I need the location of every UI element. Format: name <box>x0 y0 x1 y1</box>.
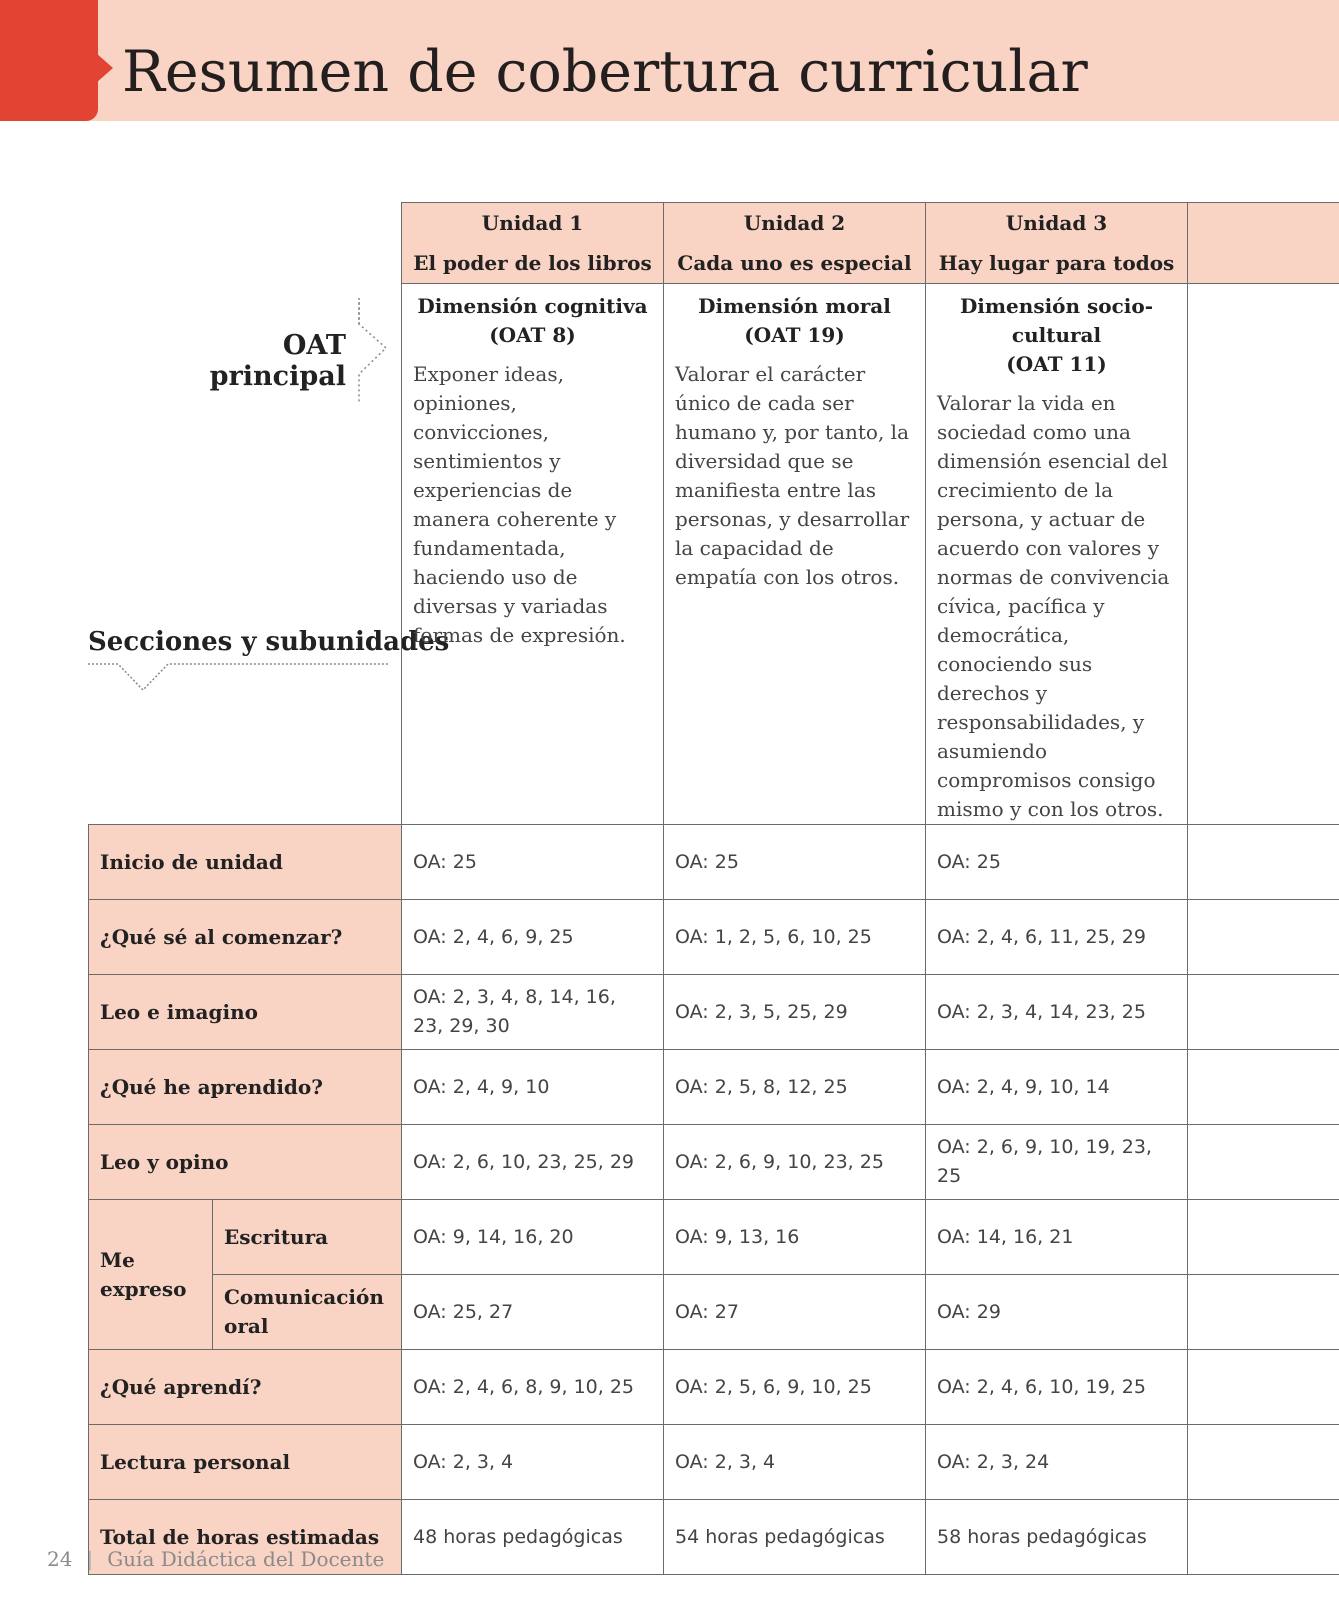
unit-1-oat <box>402 284 664 825</box>
unit-number: Unidad 1 <box>481 211 584 235</box>
oat-code: (OAT 19) <box>744 323 845 347</box>
oat-dimension: Dimensión moral <box>698 294 891 318</box>
oat-dimension: Dimensión socio-cultural <box>959 294 1154 347</box>
table-row <box>89 825 1339 900</box>
unit-3-header <box>926 203 1188 284</box>
coverage-table <box>88 202 1339 1575</box>
unit-3-oat <box>926 284 1188 825</box>
oat-row <box>89 284 1339 825</box>
cell-value: OA: 2, 5, 8, 12, 25 <box>664 1050 926 1125</box>
unit-name: Hay lugar para todos <box>938 251 1175 275</box>
table-row <box>89 1350 1339 1425</box>
table-row <box>89 975 1339 1050</box>
cell-value: OA: 2, 4, 6, 11, 25, 29 <box>926 900 1188 975</box>
cell-value: 48 horas pedagógicas <box>402 1500 664 1575</box>
row-label: Leo e imagino <box>89 975 402 1050</box>
cell-value: OA: 2, 3, 4 <box>664 1425 926 1500</box>
cell-value: OA: 27 <box>664 1275 926 1350</box>
cell-value: OA: 2, 3, 4, 14, 23, 25 <box>926 975 1188 1050</box>
footer-divider: | <box>86 1547 94 1571</box>
header-arrow-icon <box>96 53 113 83</box>
row-sublabel: Escritura <box>213 1200 402 1275</box>
cell-value: OA: 25, 27 <box>402 1275 664 1350</box>
page-footer <box>47 1547 384 1571</box>
header-red-tab <box>0 0 98 121</box>
unit-4-oat-partial <box>1188 284 1339 825</box>
oat-description: Exponer ideas, opiniones, convicciones, sentimientos y experiencias de manera coherente y fundamentada, haciendo uso de diversas y variadas formas de expresión. <box>413 362 626 647</box>
secciones-label: Secciones y subunidades <box>88 627 450 657</box>
cell-value: OA: 2, 3, 5, 25, 29 <box>664 975 926 1050</box>
unit-header-row <box>89 203 1339 284</box>
table-row <box>89 1050 1339 1125</box>
table-row <box>89 1125 1339 1200</box>
cell-value: OA: 25 <box>926 825 1188 900</box>
cell-value: OA: 2, 4, 6, 10, 19, 25 <box>926 1350 1188 1425</box>
cell-value: OA: 9, 14, 16, 20 <box>402 1200 664 1275</box>
unit-number: Unidad 3 <box>1005 211 1108 235</box>
cell-value: OA: 25 <box>664 825 926 900</box>
row-label: ¿Qué aprendí? <box>89 1350 402 1425</box>
unit-1-header <box>402 203 664 284</box>
cell-value: OA: 9, 13, 16 <box>664 1200 926 1275</box>
table-row <box>89 900 1339 975</box>
book-title: Guía Didáctica del Docente <box>107 1547 385 1571</box>
row-label: Leo y opino <box>89 1125 402 1200</box>
cell-value: OA: 29 <box>926 1275 1188 1350</box>
cell-value: OA: 14, 16, 21 <box>926 1200 1188 1275</box>
me-expreso-label: Me expreso <box>89 1200 213 1350</box>
cell-value: OA: 2, 3, 4 <box>402 1425 664 1500</box>
cell-value: OA: 1, 2, 5, 6, 10, 25 <box>664 900 926 975</box>
cell-value: OA: 2, 6, 10, 23, 25, 29 <box>402 1125 664 1200</box>
unit-4-header-partial <box>1188 203 1339 284</box>
cell-value: OA: 2, 4, 9, 10 <box>402 1050 664 1125</box>
cell-value: OA: 2, 6, 9, 10, 23, 25 <box>664 1125 926 1200</box>
table-row <box>89 1200 1339 1275</box>
cell-value: OA: 25 <box>402 825 664 900</box>
unit-2-oat <box>664 284 926 825</box>
row-label: Lectura personal <box>89 1425 402 1500</box>
cell-value: OA: 2, 5, 6, 9, 10, 25 <box>664 1350 926 1425</box>
cell-value: OA: 2, 4, 6, 8, 9, 10, 25 <box>402 1350 664 1425</box>
cell-value: OA: 2, 6, 9, 10, 19, 23, 25 <box>926 1125 1188 1200</box>
cell-value: OA: 2, 4, 6, 9, 25 <box>402 900 664 975</box>
row-label: Total de horas estimadas <box>89 1500 402 1575</box>
oat-principal-label: OAT principal <box>209 330 346 392</box>
cell-value: OA: 2, 3, 4, 8, 14, 16, 23, 29, 30 <box>402 975 664 1050</box>
unit-2-header <box>664 203 926 284</box>
oat-code: (OAT 8) <box>489 323 576 347</box>
row-label: ¿Qué he aprendido? <box>89 1050 402 1125</box>
unit-name: Cada uno es especial <box>677 251 912 275</box>
cell-value: OA: 2, 3, 24 <box>926 1425 1188 1500</box>
row-label: Inicio de unidad <box>89 825 402 900</box>
cell-value: 58 horas pedagógicas <box>926 1500 1188 1575</box>
oat-dimension: Dimensión cognitiva <box>417 294 648 318</box>
page-number: 24 <box>47 1547 73 1571</box>
page-title: Resumen de cobertura curricular <box>122 39 1088 105</box>
cell-value: OA: 2, 4, 9, 10, 14 <box>926 1050 1188 1125</box>
oat-description: Valorar la vida en sociedad como una dimensión esencial del crecimiento de la persona, y actuar de acuerdo con valores y normas de convivencia cívica, pacífica y democrática, conociendo sus derechos y responsabilidades, y asumiendo compromisos consigo mismo y con los otros. <box>937 391 1170 821</box>
row-sublabel: Comunicación oral <box>213 1275 402 1350</box>
table-row <box>89 1275 1339 1350</box>
oat-description: Valorar el carácter único de cada ser humano y, por tanto, la diversidad que se manifiesta entre las personas, y desarrollar la capacidad de empatía con los otros. <box>675 362 910 589</box>
row-label: ¿Qué sé al comenzar? <box>89 900 402 975</box>
table-row <box>89 1425 1339 1500</box>
oat-code: (OAT 11) <box>1006 352 1107 376</box>
cell-value: 54 horas pedagógicas <box>664 1500 926 1575</box>
unit-number: Unidad 2 <box>743 211 846 235</box>
unit-name: El poder de los libros <box>413 251 652 275</box>
